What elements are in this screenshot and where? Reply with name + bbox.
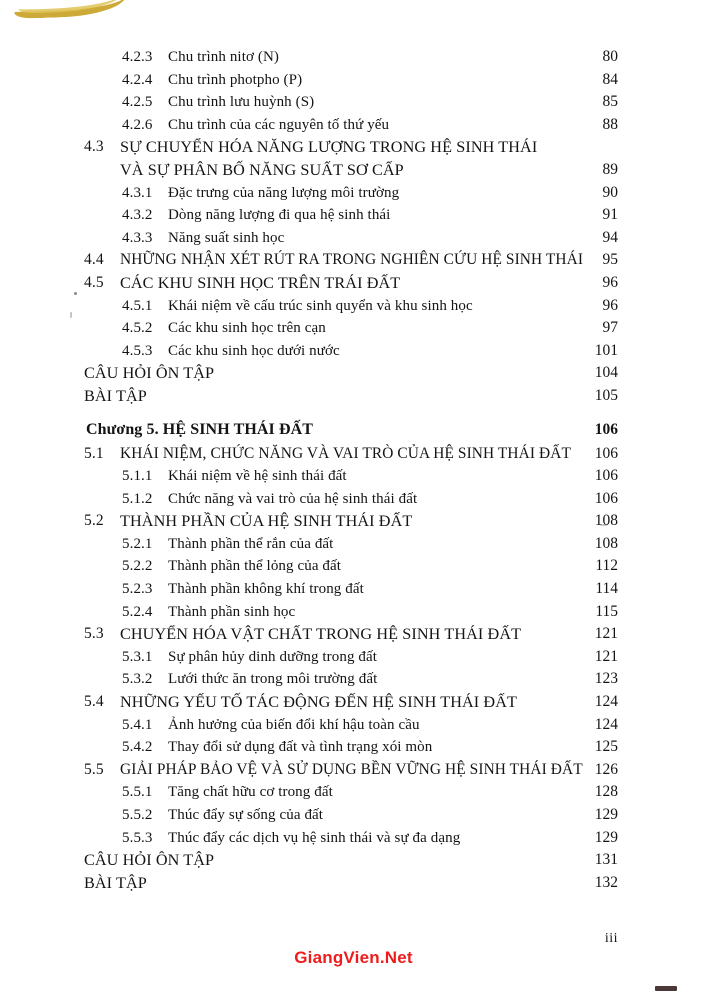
toc-entry-number: 5.1.2 (122, 490, 153, 507)
toc-entry[interactable] (0, 510, 707, 533)
toc-entry-title: NHỮNG NHẬN XÉT RÚT RA TRONG NGHIÊN CỨU HỆ SINH THÁI (120, 251, 584, 269)
toc-entry-number: 4.5.1 (122, 297, 153, 314)
toc-entry-number: 5.4.2 (122, 739, 153, 756)
toc-entry-number: 5.2.3 (122, 581, 153, 598)
toc-entry-number: 4.2.3 (122, 49, 153, 65)
toc-entry-page-number: 97 (602, 319, 618, 337)
toc-entry-number: 5.5 (84, 760, 104, 778)
toc-entry-page-number: 85 (602, 93, 618, 111)
toc-entry-title: Khái niệm về hệ sinh thái đất (168, 468, 347, 485)
toc-entry-page-number: 112 (595, 557, 618, 575)
toc-entry-number: 5.5.2 (122, 807, 153, 823)
toc-entry-number: 5.5.3 (122, 829, 153, 846)
toc-entry-page-number: 80 (602, 48, 618, 65)
toc-entry-title: Thành phần sinh học (168, 603, 296, 620)
toc-entry-title: Năng suất sinh học (168, 229, 285, 246)
toc-entry-number: 4.3 (84, 138, 104, 156)
toc-entry-title: Thành phần thể rắn của đất (168, 535, 334, 552)
toc-entry-page-number: 131 (594, 851, 618, 869)
toc-entry-number: 5.2 (84, 512, 104, 530)
toc-entry-page-number: 101 (594, 341, 618, 359)
toc-entry[interactable] (0, 623, 707, 646)
toc-entry-page-number: 121 (594, 647, 618, 665)
toc-entry[interactable] (0, 804, 707, 827)
toc-entry-page-number: 132 (594, 873, 618, 891)
toc-entry-page-number: 84 (602, 70, 618, 88)
toc-entry-page-number: 96 (602, 273, 618, 291)
toc-entry-title: VÀ SỰ PHÂN BỐ NĂNG SUẤT SƠ CẤP (120, 160, 404, 179)
toc-entry-number: 5.2.4 (122, 603, 153, 620)
toc-entry[interactable] (0, 204, 707, 227)
toc-entry-title: CÂU HỎI ÔN TẬP (84, 851, 215, 870)
page-edge-mark (655, 986, 677, 991)
toc-entry-title: Thành phần thể lỏng của đất (168, 558, 342, 575)
toc-entry-page-number: 124 (594, 715, 618, 733)
toc-entry[interactable] (0, 272, 707, 295)
toc-entry-page-number: 106 (594, 489, 618, 507)
toc-entry-number: 5.4 (84, 693, 104, 711)
toc-entry-title: Lưới thức ăn trong môi trường đất (168, 671, 378, 688)
site-watermark: GiangVien.Net (294, 948, 413, 967)
toc-entry[interactable] (0, 91, 707, 114)
toc-entry[interactable] (0, 46, 707, 69)
toc-entry-number: 5.3 (84, 625, 104, 643)
toc-entry-number: 4.3.2 (122, 207, 153, 224)
toc-entry-number: 4.2.6 (122, 116, 153, 133)
toc-entry-page-number: 89 (602, 160, 618, 178)
toc-entry[interactable] (0, 465, 707, 488)
page-folio: iii (604, 931, 618, 946)
toc-entry[interactable] (0, 555, 707, 578)
toc-entry[interactable] (0, 417, 707, 443)
toc-entry[interactable] (0, 114, 707, 137)
toc-entry-number: 4.2.5 (122, 94, 153, 111)
toc-entry-number: 4.4 (84, 251, 104, 269)
toc-entry[interactable] (0, 601, 707, 624)
toc-entry[interactable] (0, 295, 707, 318)
toc-entry-title: Khái niệm về cấu trúc sinh quyển và khu sinh học (168, 297, 473, 314)
toc-entry-title: KHÁI NIỆM, CHỨC NĂNG VÀ VAI TRÒ CỦA HỆ SINH THÁI ĐẤT (120, 444, 571, 462)
toc-entry-title: Chu trình nitơ (N) (168, 49, 279, 65)
toc-entry[interactable] (0, 488, 707, 511)
toc-entry-page-number: 115 (595, 602, 618, 620)
toc-entry[interactable] (0, 227, 707, 250)
toc-entry-page-number: 114 (595, 580, 618, 598)
toc-entry[interactable] (0, 182, 707, 205)
toc-entry[interactable] (0, 646, 707, 669)
toc-entry-page-number: 94 (602, 228, 618, 246)
toc-entry[interactable] (0, 443, 707, 466)
toc-entry-page-number: 129 (594, 806, 618, 823)
toc-entry-page-number: 126 (594, 760, 618, 778)
toc-entry-page-number: 90 (602, 183, 618, 201)
toc-entry-title: Tăng chất hữu cơ trong đất (168, 784, 333, 801)
toc-entry-number: 5.2.2 (122, 558, 153, 575)
table-of-contents (0, 46, 707, 894)
toc-entry-number: 5.1.1 (122, 468, 153, 485)
toc-entry-page-number: 106 (594, 467, 618, 485)
toc-entry-page-number: 123 (594, 670, 618, 688)
toc-entry[interactable] (0, 533, 707, 556)
toc-entry-page-number: 105 (594, 386, 618, 404)
toc-entry-title: GIẢI PHÁP BẢO VỆ VÀ SỬ DỤNG BỀN VỮNG HỆ SINH THÁI ĐẤT (120, 760, 583, 778)
toc-entry-number: 4.5.2 (122, 320, 153, 337)
toc-entry-title: SỰ CHUYỂN HÓA NĂNG LƯỢNG TRONG HỆ SINH THÁI (120, 138, 538, 157)
toc-entry-number: 4.5 (84, 273, 104, 291)
toc-entry[interactable] (0, 340, 707, 363)
toc-entry-number: 5.4.1 (122, 716, 153, 733)
toc-entry-page-number: 128 (594, 783, 618, 801)
toc-entry[interactable] (0, 159, 707, 182)
toc-entry-title: Thay đổi sử dụng đất và tình trạng xói mòn (168, 739, 433, 756)
toc-entry[interactable] (0, 872, 707, 895)
toc-entry-number: 5.3.2 (122, 671, 153, 688)
toc-entry[interactable] (0, 362, 707, 385)
toc-entry-title: NHỮNG YẾU TỐ TÁC ĐỘNG ĐẾN HỆ SINH THÁI ĐẤT (120, 693, 517, 712)
toc-entry[interactable] (0, 578, 707, 601)
toc-entry-number: 4.3.3 (122, 229, 153, 246)
toc-entry-title: Đặc trưng của năng lượng môi trường (168, 184, 400, 201)
toc-entry-page-number: 121 (594, 625, 618, 643)
toc-entry-title: Chu trình photpho (P) (168, 71, 303, 88)
toc-entry-number: 4.3.1 (122, 184, 153, 201)
toc-entry[interactable] (0, 849, 707, 872)
toc-entry-page-number: 108 (594, 512, 618, 530)
toc-entry[interactable] (0, 69, 707, 92)
toc-entry[interactable] (0, 668, 707, 691)
toc-entry-page-number: 104 (594, 364, 618, 382)
toc-entry-title: Chương 5. HỆ SINH THÁI ĐẤT (86, 420, 314, 438)
toc-entry-title: Chức năng và vai trò của hệ sinh thái đất (168, 490, 418, 507)
toc-entry-title: Chu trình lưu huỳnh (S) (168, 94, 315, 111)
toc-entry-title: Ảnh hưởng của biến đổi khí hậu toàn cầu (168, 716, 420, 733)
toc-entry-page-number: 125 (594, 738, 618, 756)
toc-entry-page-number: 106 (594, 444, 618, 462)
toc-entry-page-number: 91 (602, 206, 618, 224)
toc-entry-title: Thúc đẩy các dịch vụ hệ sinh thái và sự đa dạng (168, 829, 461, 846)
toc-entry[interactable] (0, 385, 707, 408)
toc-entry-title: CÁC KHU SINH HỌC TRÊN TRÁI ĐẤT (120, 273, 401, 292)
toc-entry[interactable] (0, 736, 707, 759)
toc-entry[interactable] (0, 781, 707, 804)
toc-entry-title: BÀI TẬP (84, 873, 147, 892)
toc-entry-title: Thành phần không khí trong đất (168, 581, 364, 598)
toc-entry[interactable] (0, 249, 707, 272)
toc-entry[interactable] (0, 691, 707, 714)
toc-entry-page-number: 108 (594, 534, 618, 552)
toc-entry-title: CHUYỂN HÓA VẬT CHẤT TRONG HỆ SINH THÁI ĐẤT (120, 625, 522, 644)
toc-entry-page-number: 95 (602, 251, 618, 269)
toc-entry-title: CÂU HỎI ÔN TẬP (84, 364, 215, 383)
toc-entry-number: 4.2.4 (122, 71, 153, 88)
toc-entry-number: 5.2.1 (122, 535, 153, 552)
toc-entry-page-number: 106 (594, 420, 618, 438)
toc-entry-title: Các khu sinh học trên cạn (168, 320, 326, 337)
toc-entry-title: Sự phân hủy dinh dưỡng trong đất (168, 648, 378, 665)
toc-entry-title: BÀI TẬP (84, 386, 147, 405)
toc-entry-number: 5.3.1 (122, 648, 153, 665)
toc-entry-number: 5.1 (84, 444, 104, 462)
toc-entry-title: Chu trình của các nguyên tố thứ yếu (168, 116, 390, 133)
toc-entry-title: Các khu sinh học dưới nước (168, 342, 340, 359)
toc-entry-number: 4.5.3 (122, 342, 153, 359)
toc-entry[interactable] (0, 827, 707, 850)
toc-entry-number: 5.5.1 (122, 784, 153, 801)
section-gap (0, 408, 707, 417)
toc-entry[interactable] (0, 759, 707, 782)
toc-entry-page-number: 96 (602, 296, 618, 314)
toc-entry[interactable] (0, 714, 707, 737)
toc-entry[interactable] (0, 317, 707, 340)
toc-entry[interactable] (0, 136, 707, 159)
toc-entry-title: Dòng năng lượng đi qua hệ sinh thái (168, 207, 391, 224)
toc-entry-title: THÀNH PHẦN CỦA HỆ SINH THÁI ĐẤT (120, 512, 413, 531)
toc-entry-title: Thúc đẩy sự sống của đất (168, 807, 324, 823)
toc-entry-page-number: 88 (602, 115, 618, 133)
toc-entry-page-number: 129 (594, 828, 618, 846)
toc-entry-page-number: 124 (594, 693, 618, 711)
